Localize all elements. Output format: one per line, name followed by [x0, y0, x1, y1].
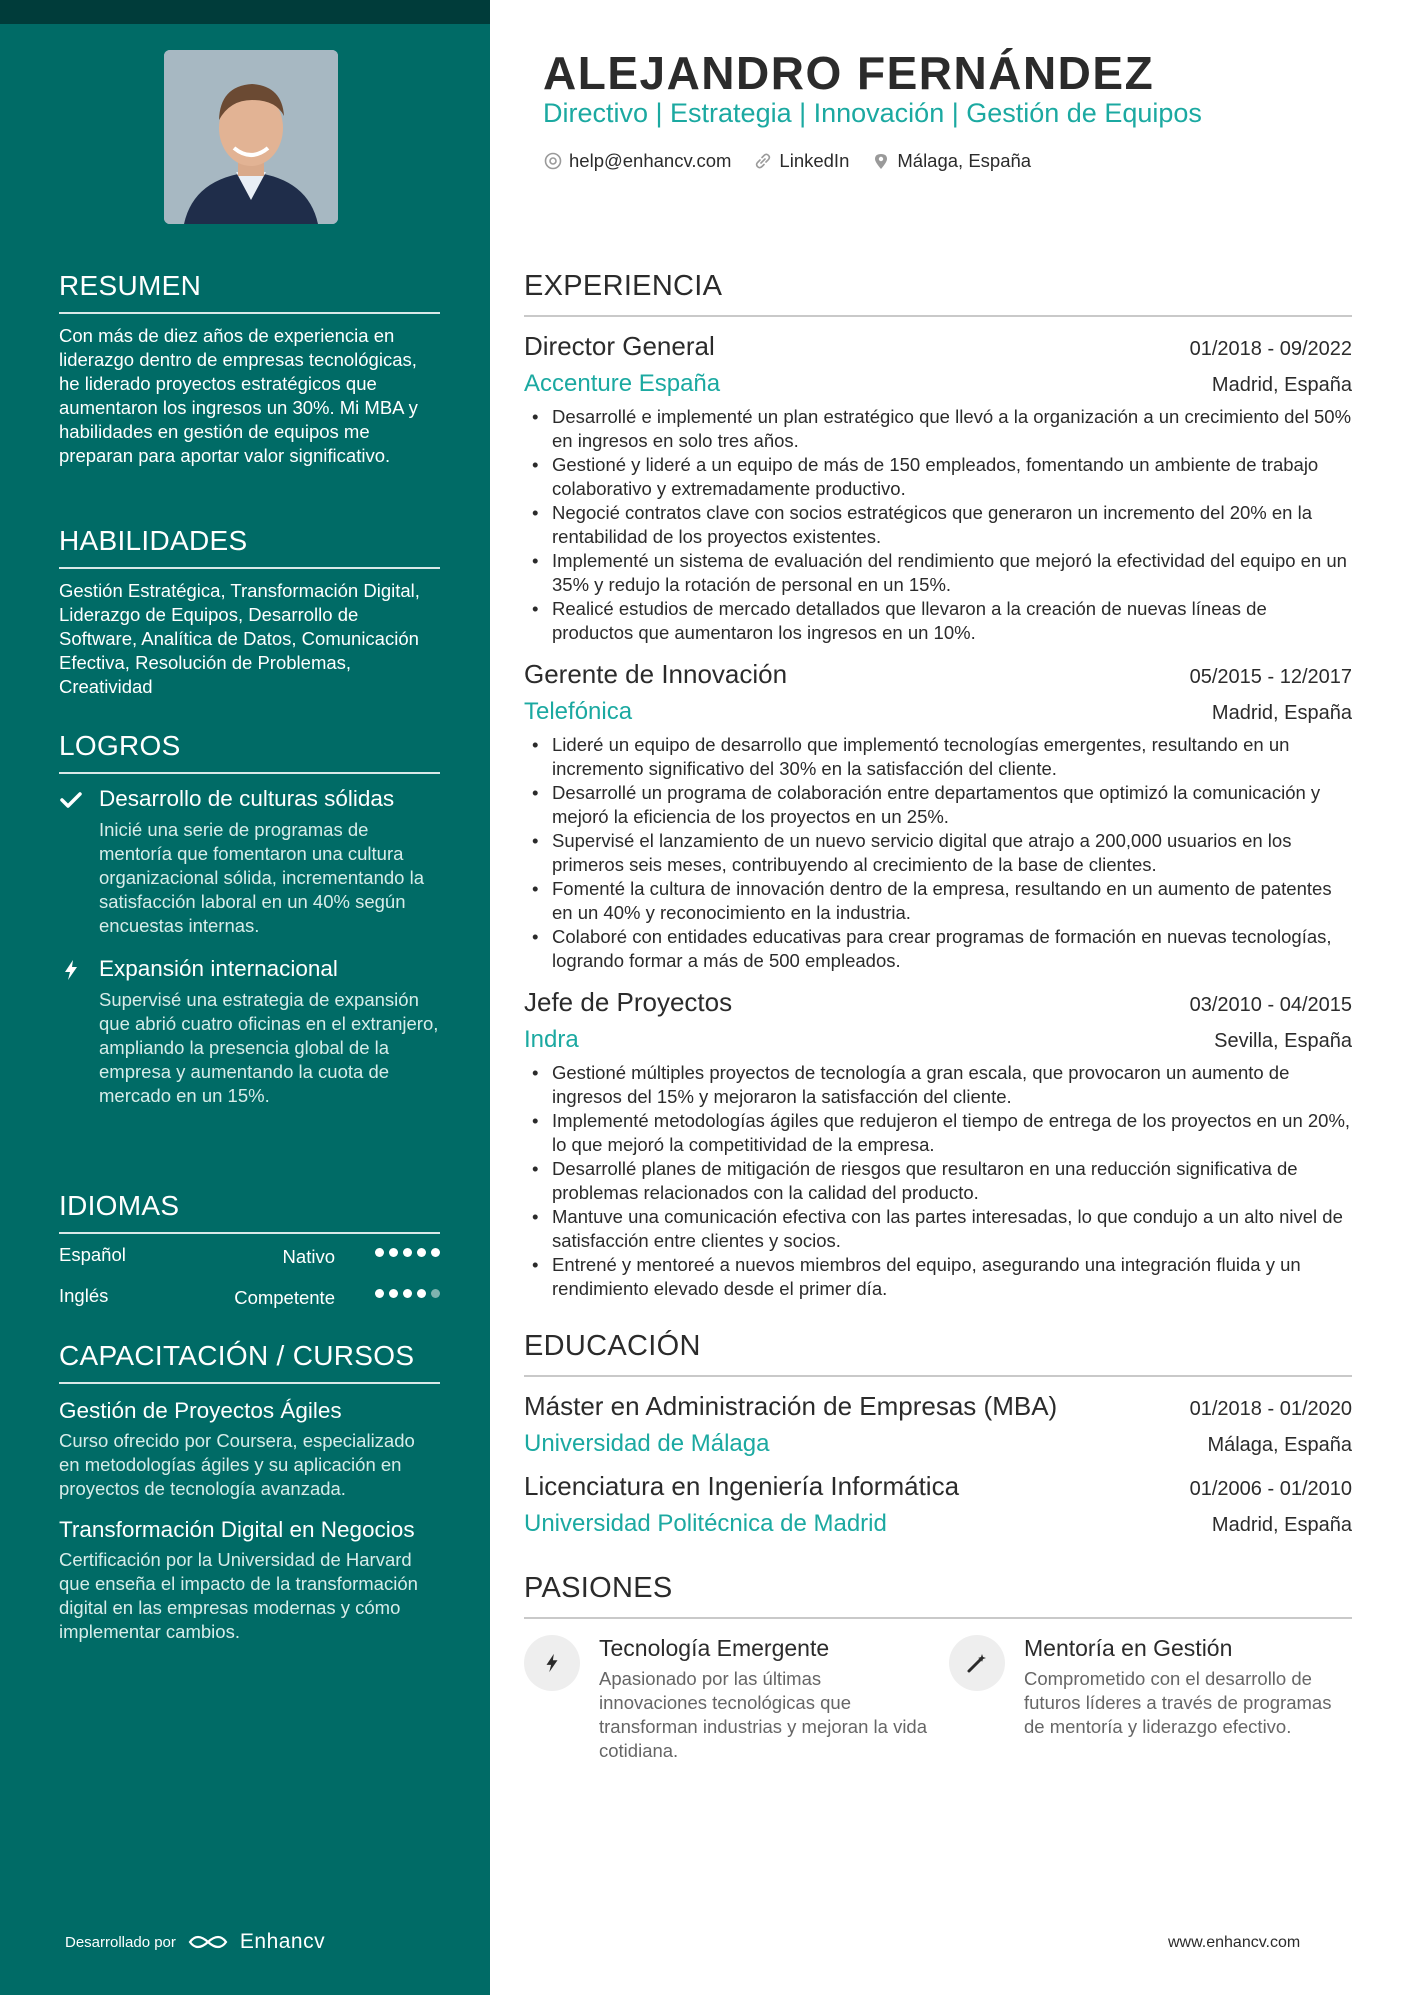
- credit-label: Desarrollado por: [65, 1933, 176, 1951]
- language-name: Inglés: [59, 1285, 109, 1306]
- location-pin-icon: [871, 151, 891, 171]
- achievement-desc: Supervisé una estrategia de expansión que abrió cuatro oficinas en el extranjero, ampliando la presencia global de la empresa y aumentando la cuota de mercado en un 15%.: [99, 989, 439, 1106]
- bolt-icon: [541, 1652, 563, 1674]
- job-bullet: • Supervisé el lanzamiento de un nuevo servicio digital que atrajo a 200,000 usuarios en los primeros seis meses, contribuyendo al crecimiento de la base de clientes.: [524, 829, 1352, 877]
- achievements-title: LOGROS: [59, 730, 440, 774]
- passion-desc: Comprometido con el desarrollo de futuros líderes a través de programas de mentoría y liderazgo efectivo.: [1024, 1668, 1332, 1737]
- course-title: Transformación Digital en Negocios: [59, 1517, 415, 1542]
- course-desc: Curso ofrecido por Coursera, especializado en metodologías ágiles y su aplicación en proyectos de tecnología avanzada.: [59, 1430, 415, 1499]
- job-bullet: • Gestioné múltiples proyectos de tecnología a gran escala, que provocaron un aumento de ingresos del 15% y mejoraron la satisfacción del cliente.: [524, 1061, 1352, 1109]
- job-bullet: • Gestioné y lideré a un equipo de más de 150 empleados, fomentando un ambiente de trabajo colaborativo y extremadamente productivo.: [524, 453, 1352, 501]
- language-row: [59, 1277, 440, 1318]
- job-role: Jefe de Proyectos: [524, 987, 733, 1017]
- job-entry: [524, 655, 1352, 973]
- at-icon: [543, 151, 563, 171]
- job-bullet: • Colaboré con entidades educativas para crear programas de formación en nuevas tecnologías, logrando formar a más de 500 empleados.: [524, 925, 1352, 973]
- sidebar: [0, 0, 490, 1995]
- job-bullet: • Desarrollé planes de mitigación de riesgos que resultaron en una reducción significativa de problemas relacionados con la calidad del producto.: [524, 1157, 1352, 1205]
- achievements-section: [59, 730, 440, 1124]
- passion-item: [949, 1633, 1352, 1763]
- languages-section: [59, 1190, 440, 1318]
- experience-title: EXPERIENCIA: [524, 270, 1352, 317]
- job-bullet: • Realicé estudios de mercado detallados que llevaron a la creación de nuevas líneas de productos que aumentaron los ingresos en un 10%.: [524, 597, 1352, 645]
- job-entry: [524, 983, 1352, 1301]
- link-icon: [753, 151, 773, 171]
- job-location: Madrid, España: [1211, 374, 1352, 396]
- location-text: Málaga, España: [897, 150, 1032, 171]
- sidebar-top-band: [0, 0, 490, 24]
- email-text: help@enhancv.com: [569, 150, 732, 171]
- rating-dot-filled: [389, 1289, 398, 1298]
- language-name: Español: [59, 1244, 126, 1265]
- rating-dot-filled: [403, 1289, 412, 1298]
- rating-dot-empty: [431, 1289, 440, 1298]
- education-title: EDUCACIÓN: [524, 1330, 1352, 1377]
- linkedin-text: LinkedIn: [779, 150, 850, 171]
- candidate-tagline: Directivo | Estrategia | Innovación | Gestión de Equipos: [543, 98, 1202, 128]
- education-dates: 01/2006 - 01/2010: [1189, 1478, 1352, 1500]
- achievement-item: [59, 954, 440, 1108]
- credit-brand: Enhancv: [239, 1930, 326, 1953]
- enhancv-logo-icon: [186, 1931, 230, 1953]
- course-item: [59, 1515, 440, 1644]
- job-entry: [524, 327, 1352, 645]
- contact-email[interactable]: [543, 150, 731, 172]
- job-bullet: • Mantuve una comunicación efectiva con las partes interesadas, lo que condujo a un alto nivel de satisfacción entre clientes y socios.: [524, 1205, 1352, 1253]
- passion-icon-badge: [949, 1635, 1005, 1691]
- job-bullet: • Negocié contratos clave con socios estratégicos que generaron un incremento del 20% en la rentabilidad de los proyectos existentes.: [524, 501, 1352, 549]
- course-item: [59, 1396, 440, 1501]
- job-bullets: [524, 405, 1352, 645]
- job-dates: 05/2015 - 12/2017: [1189, 666, 1352, 688]
- language-level: Competente: [234, 1287, 335, 1308]
- job-bullet: • Desarrollé e implementé un plan estratégico que llevó a la organización a un crecimiento del 50% en ingresos en solo tres años.: [524, 405, 1352, 453]
- education-school: Universidad de Málaga: [524, 1430, 770, 1457]
- achievement-desc: Inicié una serie de programas de mentoría que fomentaron una cultura organizacional sólida, incrementando la satisfacción laboral en un 40% según encuestas internas.: [99, 819, 424, 936]
- passions-section: [524, 1572, 1352, 1763]
- passion-icon-badge: [524, 1635, 580, 1691]
- passion-item: [524, 1633, 927, 1763]
- profile-photo: [164, 50, 338, 224]
- rating-dot-filled: [417, 1248, 426, 1257]
- rating-dot-filled: [431, 1248, 440, 1257]
- education-degree: Máster en Administración de Empresas (MBA): [524, 1391, 1058, 1421]
- course-title: Gestión de Proyectos Ágiles: [59, 1398, 342, 1423]
- job-bullets: [524, 733, 1352, 973]
- job-role: Director General: [524, 331, 715, 361]
- courses-title: CAPACITACIÓN / CURSOS: [59, 1340, 440, 1384]
- education-dates: 01/2018 - 01/2020: [1189, 1398, 1352, 1420]
- check-icon: [59, 788, 83, 812]
- education-entry: [524, 1467, 1352, 1543]
- language-rating: [375, 1248, 440, 1257]
- passion-desc: Apasionado por las últimas innovaciones tecnológicas que transforman industrias y mejoran la vida cotidiana.: [599, 1668, 928, 1761]
- language-row: [59, 1236, 440, 1277]
- passions-title: PASIONES: [524, 1572, 1352, 1619]
- candidate-name: ALEJANDRO FERNÁNDEZ: [543, 47, 1155, 99]
- education-school: Universidad Politécnica de Madrid: [524, 1510, 887, 1537]
- job-bullet: • Lideré un equipo de desarrollo que implementó tecnologías emergentes, resultando en un incremento significativo del 30% en la satisfacción del cliente.: [524, 733, 1352, 781]
- achievement-title: Expansión internacional: [99, 956, 338, 981]
- skills-section: [59, 525, 440, 699]
- contact-bar: [543, 150, 1031, 172]
- bolt-icon: [59, 958, 83, 982]
- magic-wand-icon: [965, 1651, 989, 1675]
- education-entry: [524, 1387, 1352, 1463]
- skills-text: Gestión Estratégica, Transformación Digital, Liderazgo de Equipos, Desarrollo de Software, Analítica de Datos, Comunicación Efectiva, Resolución de Problemas, Creatividad: [59, 580, 420, 697]
- language-rating: [375, 1289, 440, 1298]
- job-location: Madrid, España: [1211, 702, 1352, 724]
- job-company: Telefónica: [524, 698, 633, 725]
- passion-title: Tecnología Emergente: [599, 1635, 830, 1661]
- course-desc: Certificación por la Universidad de Harvard que enseña el impacto de la transformación digital en las empresas modernas y cómo implementar cambios.: [59, 1549, 418, 1642]
- summary-section: [59, 270, 440, 468]
- rating-dot-filled: [417, 1289, 426, 1298]
- education-location: Madrid, España: [1211, 1514, 1352, 1536]
- rating-dot-filled: [375, 1248, 384, 1257]
- job-bullet: • Desarrollé un programa de colaboración entre departamentos que optimizó la comunicación y mejoró la eficiencia de los proyectos en un 25%.: [524, 781, 1352, 829]
- contact-location: [871, 150, 1031, 172]
- job-bullet: • Entrené y mentoreé a nuevos miembros del equipo, asegurando una integración fluida y un rendimiento elevado desde el primer día.: [524, 1253, 1352, 1301]
- summary-title: RESUMEN: [59, 270, 440, 314]
- job-bullet: • Implementé un sistema de evaluación del rendimiento que mejoró la efectividad del equipo en un 35% y redujo la rotación de personal en un 15%.: [524, 549, 1352, 597]
- job-dates: 03/2010 - 04/2015: [1189, 994, 1352, 1016]
- rating-dot-filled: [389, 1248, 398, 1257]
- job-bullet: • Implementé metodologías ágiles que redujeron el tiempo de entrega de los proyectos en un 20%, lo que mejoró la competitividad de la empresa.: [524, 1109, 1352, 1157]
- footer-site[interactable]: www.enhancv.com: [1168, 1934, 1301, 1951]
- job-bullet: • Fomenté la cultura de innovación dentro de la empresa, resultando en un aumento de patentes en un 40% y reconocimiento en la industria.: [524, 877, 1352, 925]
- education-degree: Licenciatura en Ingeniería Informática: [524, 1471, 960, 1501]
- languages-title: IDIOMAS: [59, 1190, 440, 1234]
- contact-linkedin[interactable]: [753, 150, 849, 172]
- education-location: Málaga, España: [1207, 1434, 1352, 1456]
- passion-title: Mentoría en Gestión: [1024, 1635, 1233, 1661]
- job-location: Sevilla, España: [1214, 1030, 1352, 1052]
- job-company: Indra: [524, 1026, 579, 1053]
- summary-text: Con más de diez años de experiencia en liderazgo dentro de empresas tecnológicas, he liderado proyectos estratégicos que aumentaron los ingresos un 30%. Mi MBA y habilidades en gestión de equipos me preparan para aportar valor significativo.: [59, 325, 418, 466]
- education-section: [524, 1330, 1352, 1547]
- experience-section: [524, 270, 1352, 1311]
- achievement-item: [59, 784, 440, 938]
- courses-section: [59, 1340, 440, 1658]
- language-level: Nativo: [282, 1246, 335, 1267]
- job-company: Accenture España: [524, 370, 721, 397]
- achievement-title: Desarrollo de culturas sólidas: [99, 786, 395, 811]
- job-bullets: [524, 1061, 1352, 1301]
- rating-dot-filled: [375, 1289, 384, 1298]
- skills-title: HABILIDADES: [59, 525, 440, 569]
- footer-credit: [65, 1930, 325, 1954]
- job-dates: 01/2018 - 09/2022: [1189, 338, 1352, 360]
- job-role: Gerente de Innovación: [524, 659, 788, 689]
- rating-dot-filled: [403, 1248, 412, 1257]
